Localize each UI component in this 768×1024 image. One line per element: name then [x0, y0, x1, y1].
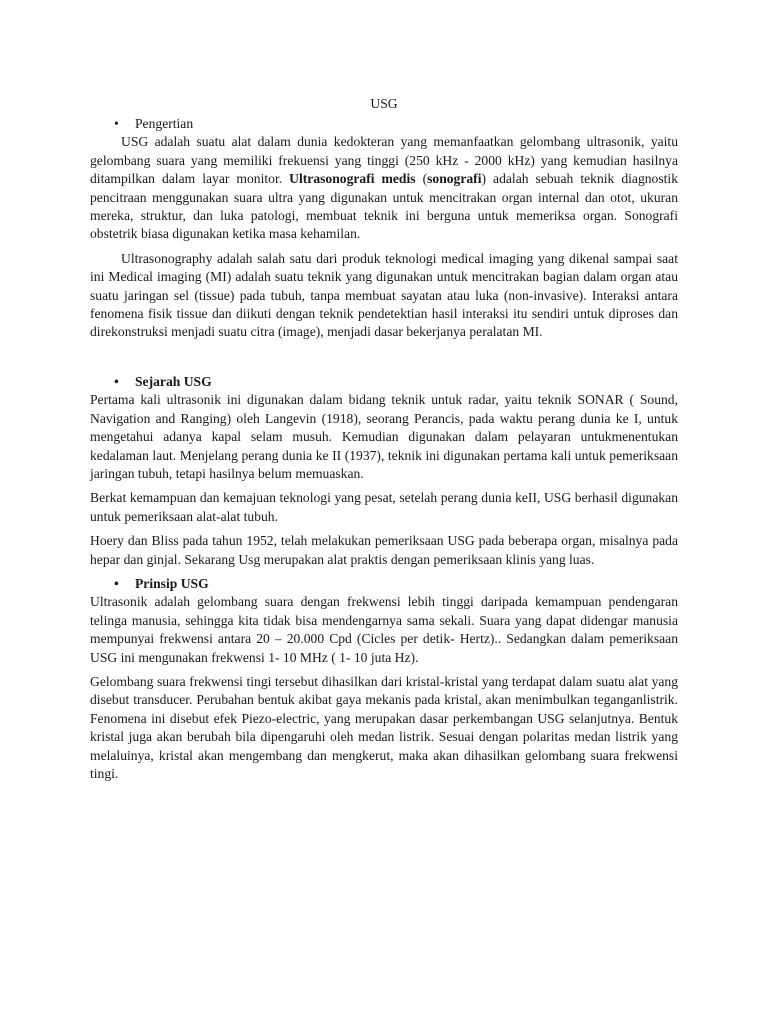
bold-term-ultrasonografi-medis: Ultrasonografi medis	[289, 171, 416, 187]
paragraph-text: ) adalah sebuah teknik diagnostik pencitraan menggunakan suara ultra yang digunakan untuk mencitrakan organ internal dan otot, ukuran mereka, struktur, dan luka patologi, membuat teknik ini berguna untuk memeriksa organ. Sonografi obstetrik biasa digunakan ketika masa kehamilan.	[90, 171, 678, 242]
document-page	[90, 95, 678, 783]
section-heading-prinsip	[90, 575, 678, 593]
paragraph-prinsip-2: Gelombang suara frekwensi tingi tersebut dihasilkan dari kristal-kristal yang terdapat dalam suatu alat yang disebut transducer. Perubahan bentuk akibat gaya mekanis pada kristal, akan menimbulkan teganganlistrik. Fenomena ini disebut efek Piezo-electric, yang merupakan dasar perkembangan USG selanjutnya. Bentuk kristal juga akan berubah bila dipengaruhi oleh medan listrik. Sesuai dengan polaritas medan listrik yang melaluinya, kristal akan mengembang dan mengkerut, maka akan dihasilkan gelombang suara frekwensi tingi.	[90, 673, 678, 781]
section-heading-label: Prinsip USG	[135, 575, 209, 591]
paragraph-sejarah-3: Hoery dan Bliss pada tahun 1952, telah melakukan pemeriksaan USG pada beberapa organ, misalnya pada hepar dan ginjal. Sekarang Usg merupakan alat praktis dengan pemeriksaan klinis yang luas.	[90, 533, 678, 567]
paragraph-text: USG adalah suatu alat dalam dunia kedokteran yang memanfaatkan gelombang ultrasonik, yaitu gelombang suara yang memiliki frekuensi yang tinggi (250 kHz - 2000 kHz) yang kemudian hasilnya ditampilkan dalam layar monitor.	[90, 134, 678, 187]
paragraph-sejarah-2: Berkat kemampuan dan kemajuan teknologi yang pesat, setelah perang dunia keII, USG berhasil digunakan untuk pemeriksaan alat-alat tubuh.	[90, 490, 678, 524]
section-heading-label: Pengertian	[135, 116, 194, 131]
paragraph-sejarah-1: Pertama kali ultrasonik ini digunakan dalam bidang teknik untuk radar, yaitu teknik SONAR ( Sound, Navigation and Ranging) oleh Langevin (1918), seorang Perancis, pada waktu perang dunia ke I, untuk mengetahui adanya kapal selam musuh. Kemudian digunakan dalam pelayaran untukmenentukan kedalaman laut. Menjelang perang dunia ke II (1937), teknik ini digunakan pertama kali untuk pemeriksaan jaringan tubuh, tetapi hasilnya belum memuaskan.	[90, 392, 678, 481]
bullet-icon: •	[114, 116, 119, 131]
paragraph-prinsip-1: Ultrasonik adalah gelombang suara dengan frekwensi lebih tinggi daripada kemampuan pendengaran telinga manusia, sehingga kita tidak bisa mendengarnya sama sekali. Suara yang dapat didengar manusia mempunyai frekwensi antara 20 – 20.000 Cpd (Cicles per detik- Hertz).. Sedangkan dalam pemeriksaan USG ini mengunakan frekwensi 1- 10 MHz ( 1- 10 juta Hz).	[90, 594, 678, 665]
bold-term-sonografi: sonografi	[427, 171, 482, 187]
section-heading-sejarah	[90, 373, 678, 391]
bullet-icon: •	[114, 373, 119, 389]
bullet-icon: •	[114, 575, 119, 591]
paragraph-pengertian-1	[90, 133, 678, 243]
paragraph-text: (	[415, 171, 428, 187]
document-title: USG	[370, 96, 398, 111]
spacer	[90, 342, 678, 373]
section-heading-label: Sejarah USG	[135, 373, 212, 389]
paragraph-pengertian-2: Ultrasonography adalah salah satu dari produk teknologi medical imaging yang dikenal sampai saat ini Medical imaging (MI) adalah suatu teknik yang digunakan untuk mencitrakan bagian dalam organ atau suatu jaringan sel (tissue) pada tubuh, tanpa membuat sayatan atau luka (non-invasive). Interaksi antara fenomena fisik tissue dan diikuti dengan teknik pendetektian hasil interaksi itu sendiri untuk diproses dan direkonstruksi menjadi suatu citra (image), menjadi dasar bekerjanya peralatan MI.	[90, 250, 678, 340]
section-heading-pengertian	[90, 115, 678, 133]
